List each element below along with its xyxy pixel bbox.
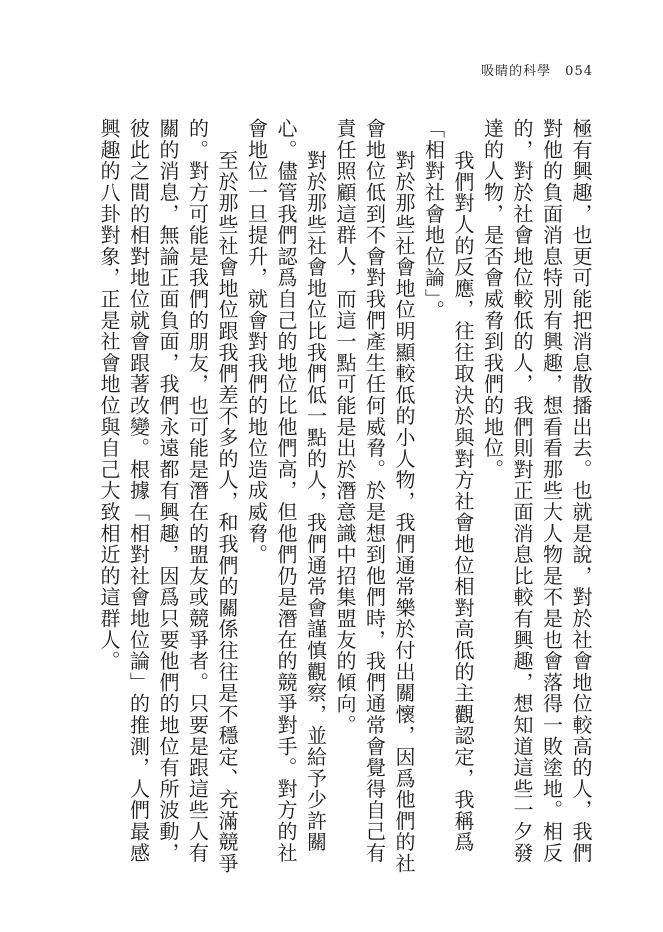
page-number: 054: [565, 64, 593, 79]
paragraph-3: 對於那些社會地位明顯較低的小人物，我們通常樂於付出關懷，因爲他們的社會地位低到不會對我們產生任何威脅。於是想到他們時，我們通常會覺得自己有責任照顧這群人，而這一點可能是出於潛意識中招集盟友的傾向。: [333, 118, 416, 875]
book-title: 吸睛的科學: [481, 64, 552, 79]
running-header: [481, 60, 593, 79]
paragraph-5: 至於那些社會地位跟我們差不多的人，和我們的關係往往是不穩定、充滿競爭的。對方可能是我們的朋友，也可能是潛在的盟友或競爭者。只要是跟這些人有關的消息，無論正面負面，我們永遠都有興趣，因爲只要他們的地位有所波動，彼此之間的相對地位就會跟著改變。根據「相對社會地位論」的推測，人們最感興趣的八卦對象，正是社會地位與自己大致相近的這群人。: [97, 118, 239, 875]
vertical-text-body: [75, 118, 595, 878]
paragraph-4: 對於那些社會地位比我們低一點的人，我們通常會謹慎觀察，並給予少許關心。儘管我們認爲自己的地位比他們高，但他們仍是潛在的競爭對手。對方的社會地位一旦提升，就會對我們的地位造成威脅。: [244, 118, 328, 864]
paragraph-2: 我們對人的反應，往往取決於與對方社會地位相對高低的主觀認定，我稱爲「相對社會地位論」。: [421, 118, 475, 853]
paragraph-1: 極有興趣，也更可能把消息散播出去。也就是說，對於社會地位較高的人，我們對他的負面消息特別有興趣，想看看那些大人物是不是也會落得一敗塗地。相反的，對於社會地位較低的人，我們則對正面消息比較有興趣，想知道這些一夕發達的人物，是否會威脅到我們的地位。: [480, 118, 593, 864]
